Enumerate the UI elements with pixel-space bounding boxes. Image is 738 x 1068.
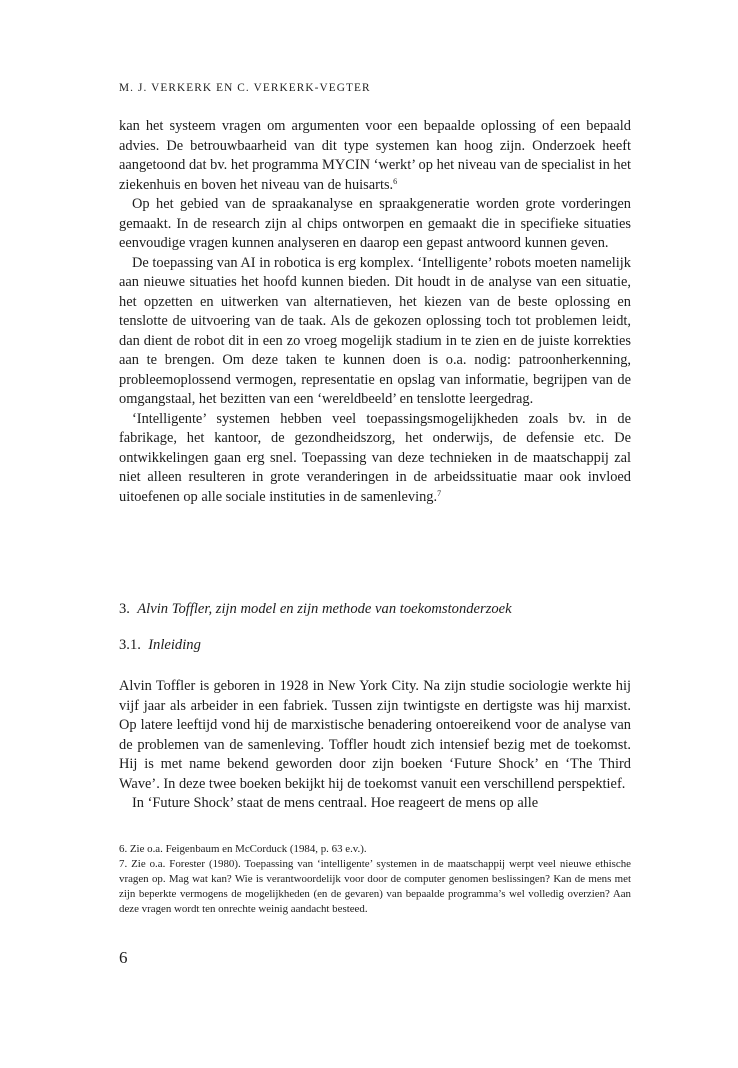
footnotes xyxy=(119,842,631,917)
section-heading-3-1 xyxy=(119,637,201,654)
subsection-number: 3.1. xyxy=(119,637,141,653)
footnote-6: 6. Zie o.a. Feigenbaum en McCorduck (1984, p. 63 e.v.). xyxy=(119,843,367,855)
paragraph-applications xyxy=(119,410,631,508)
body-text-ai-applications xyxy=(119,117,631,507)
paragraph-speech: Op het gebied van de spraakanalyse en spraakgeneratie worden grote vorderingen gemaakt. In de research zijn al chips ontworpen en gemaakt die in specifieke situaties eenvoudige vragen kunnen analyseren en daarop een gepast antwoord kunnen geven. xyxy=(119,196,631,251)
paragraph-toffler-bio: Alvin Toffler is geboren in 1928 in New York City. Na zijn studie sociologie werkte hij vijf jaar als arbeider in een fabriek. Tussen zijn twintigste en dertigste was hij marxist. Op latere leeftijd vond hij de marxistische benadering ontoereikend voor de analyse van de problemen van de samenleving. Toffler houdt zich intensief bezig met de toekomst. Hij is met name bekend geworden door zijn boeken ‘Future Shock’ en ‘The Third Wave’. In deze twee boeken bekijkt hij de toekomst vanuit een verschillend perspektief. xyxy=(119,678,631,792)
footnote-7: 7. Zie o.a. Forester (1980). Toepassing van ‘intelligente’ systemen in de maatschappij werpt veel nieuwe ethische vragen op. Mag wat kan? Wie is verantwoordelijk voor door de computer genomen beslissingen? Kan de mens met zijn beperkte vermogens de mogelijkheden (en de gevaren) van bepaalde programma’s wel volledig overzien? Aan deze vragen wordt ten onrechte weinig aandacht besteed. xyxy=(119,858,631,915)
section-number: 3. xyxy=(119,601,130,617)
footnote-ref-6: 6 xyxy=(393,176,398,186)
page-number: 6 xyxy=(119,948,128,967)
paragraph-robotics: De toepassing van AI in robotica is erg komplex. ‘Intelligente’ robots moeten namelijk aan nieuwe situaties het hoofd kunnen bieden. Dit houdt in de analyse van een situatie, het opzetten en uitwerken van alternatieven, het kiezen van de beste oplossing en tenslotte de uitvoering van de taak. Als de gekozen oplossing toch tot problemen leidt, dan dient de robot dit in een zo vroeg mogelijk stadium in te zien en de juiste korrekties aan te brengen. Om deze taken te kunnen doen is o.a. nodig: patroonherkenning, probleemoplossend vermogen, representatie en opslag van informatie, begrijpen van de omgangstaal, het bezitten van een ‘wereldbeeld’ en tenslotte leergedrag. xyxy=(119,254,631,407)
subsection-title: Inleiding xyxy=(148,637,201,653)
paragraph-text: ‘Intelligente’ systemen hebben veel toepassingsmogelijkheden zoals bv. in de fabrikage, het kantoor, de gezondheidszorg, het onderwijs, de defensie etc. De ontwikkelingen gaan erg snel. Toepassing van deze technieken in de maatschappij zal niet alleen resulteren in grote veranderingen in de arbeidssituatie maar ook invloed uitoefenen op alle sociale instituties in de samenleving. xyxy=(119,410,631,505)
section-heading-3 xyxy=(119,601,512,618)
body-text-inleiding xyxy=(119,677,631,814)
paragraph-future-shock: In ‘Future Shock’ staat de mens centraal. Hoe reageert de mens op alle xyxy=(132,795,539,811)
running-head: M. J. VERKERK EN C. VERKERK-VEGTER xyxy=(119,82,371,94)
section-title: Alvin Toffler, zijn model en zijn methode van toekomstonderzoek xyxy=(137,601,512,617)
paragraph-text: kan het systeem vragen om argumenten voor een bepaalde oplossing of een bepaald advies. De betrouwbaarheid van dit type systemen kan hoog zijn. Onderzoek heeft aangetoond dat bv. het programma MYCIN ‘werkt’ op het niveau van de specialist in het ziekenhuis en boven het niveau van de huisarts. xyxy=(119,118,631,193)
paragraph-expert-systems xyxy=(119,117,631,195)
footnote-ref-7: 7 xyxy=(437,488,442,498)
